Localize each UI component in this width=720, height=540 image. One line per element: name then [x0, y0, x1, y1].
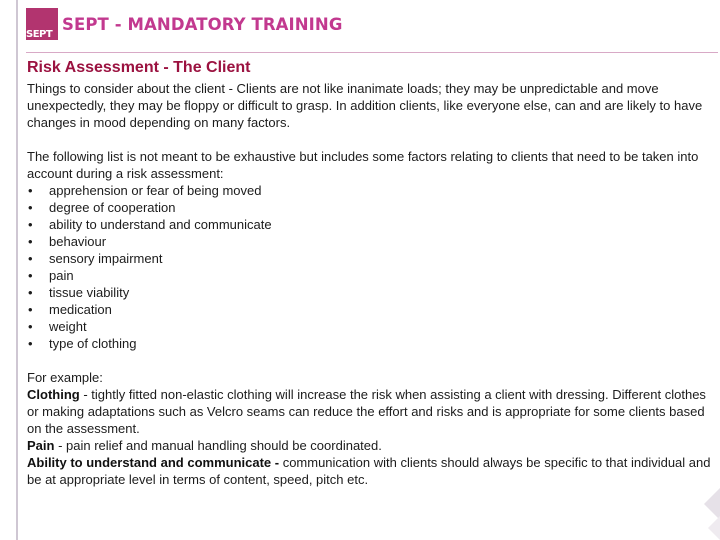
- factor-list: [27, 182, 711, 352]
- bullet-icon: •: [28, 183, 33, 198]
- bullet-icon: •: [28, 200, 33, 215]
- list-item: [27, 216, 711, 233]
- bullet-icon: •: [28, 336, 33, 351]
- example-text: - tightly fitted non-elastic clothing will increase the risk when assisting a client with dressing. Different clothes or making adaptations such as Velcro seams can reduce the effort and risks and is appropriate for some clients based on the assessment.: [27, 387, 706, 436]
- left-border-line: [16, 0, 18, 540]
- bullet-icon: •: [28, 319, 33, 334]
- header-title: SEPT - MANDATORY TRAINING: [62, 15, 343, 34]
- example-text: communication with clients should always be specific to that individual and be at appropriate level in terms of content, speed, pitch etc.: [27, 455, 711, 487]
- sept-logo: [26, 8, 58, 40]
- logo-text: SEPT: [26, 29, 53, 40]
- example-communication: [27, 454, 711, 488]
- list-intro-paragraph: The following list is not meant to be exhaustive but includes some factors relating to clients that need to be taken into account during a risk assessment:: [27, 149, 699, 181]
- list-item: [27, 233, 711, 250]
- examples-section: [27, 369, 711, 488]
- bullet-icon: •: [28, 217, 33, 232]
- bullet-icon: •: [28, 234, 33, 249]
- list-item-text: apprehension or fear of being moved: [49, 183, 262, 198]
- corner-decoration: [698, 480, 720, 540]
- page-title: Risk Assessment - The Client: [27, 59, 251, 76]
- intro-paragraph: Things to consider about the client - Clients are not like inanimate loads; they may be unpredictable and move unexpectedly, they may be floppy or difficult to grasp. In addition clients, like everyone else, can and are likely to have changes in mood depending on many factors.: [27, 81, 703, 130]
- list-item: [27, 301, 711, 318]
- slide-content: [27, 58, 711, 488]
- list-item: [27, 182, 711, 199]
- list-item: [27, 267, 711, 284]
- list-item-text: type of clothing: [49, 336, 137, 351]
- header-banner: [26, 8, 706, 42]
- header-divider: [26, 52, 718, 53]
- list-item-text: tissue viability: [49, 285, 130, 300]
- list-item: [27, 199, 711, 216]
- bullet-icon: •: [28, 302, 33, 317]
- list-item-text: degree of cooperation: [49, 200, 176, 215]
- bullet-icon: •: [28, 268, 33, 283]
- list-item: [27, 284, 711, 301]
- list-item-text: pain: [49, 268, 74, 283]
- list-item-text: medication: [49, 302, 112, 317]
- list-item: [27, 318, 711, 335]
- example-term: Ability to understand and communicate -: [27, 455, 280, 470]
- list-item-text: behaviour: [49, 234, 107, 249]
- example-clothing: [27, 386, 711, 437]
- example-term: Clothing: [27, 387, 80, 402]
- bullet-icon: •: [28, 251, 33, 266]
- list-item-text: sensory impairment: [49, 251, 163, 266]
- list-item: [27, 335, 711, 352]
- bullet-icon: •: [28, 285, 33, 300]
- list-item-text: weight: [49, 319, 87, 334]
- examples-lead: For example:: [27, 370, 103, 385]
- example-term: Pain: [27, 438, 55, 453]
- example-text: - pain relief and manual handling should be coordinated.: [54, 438, 382, 453]
- list-item-text: ability to understand and communicate: [49, 217, 272, 232]
- example-pain: [27, 437, 711, 454]
- list-item: [27, 250, 711, 267]
